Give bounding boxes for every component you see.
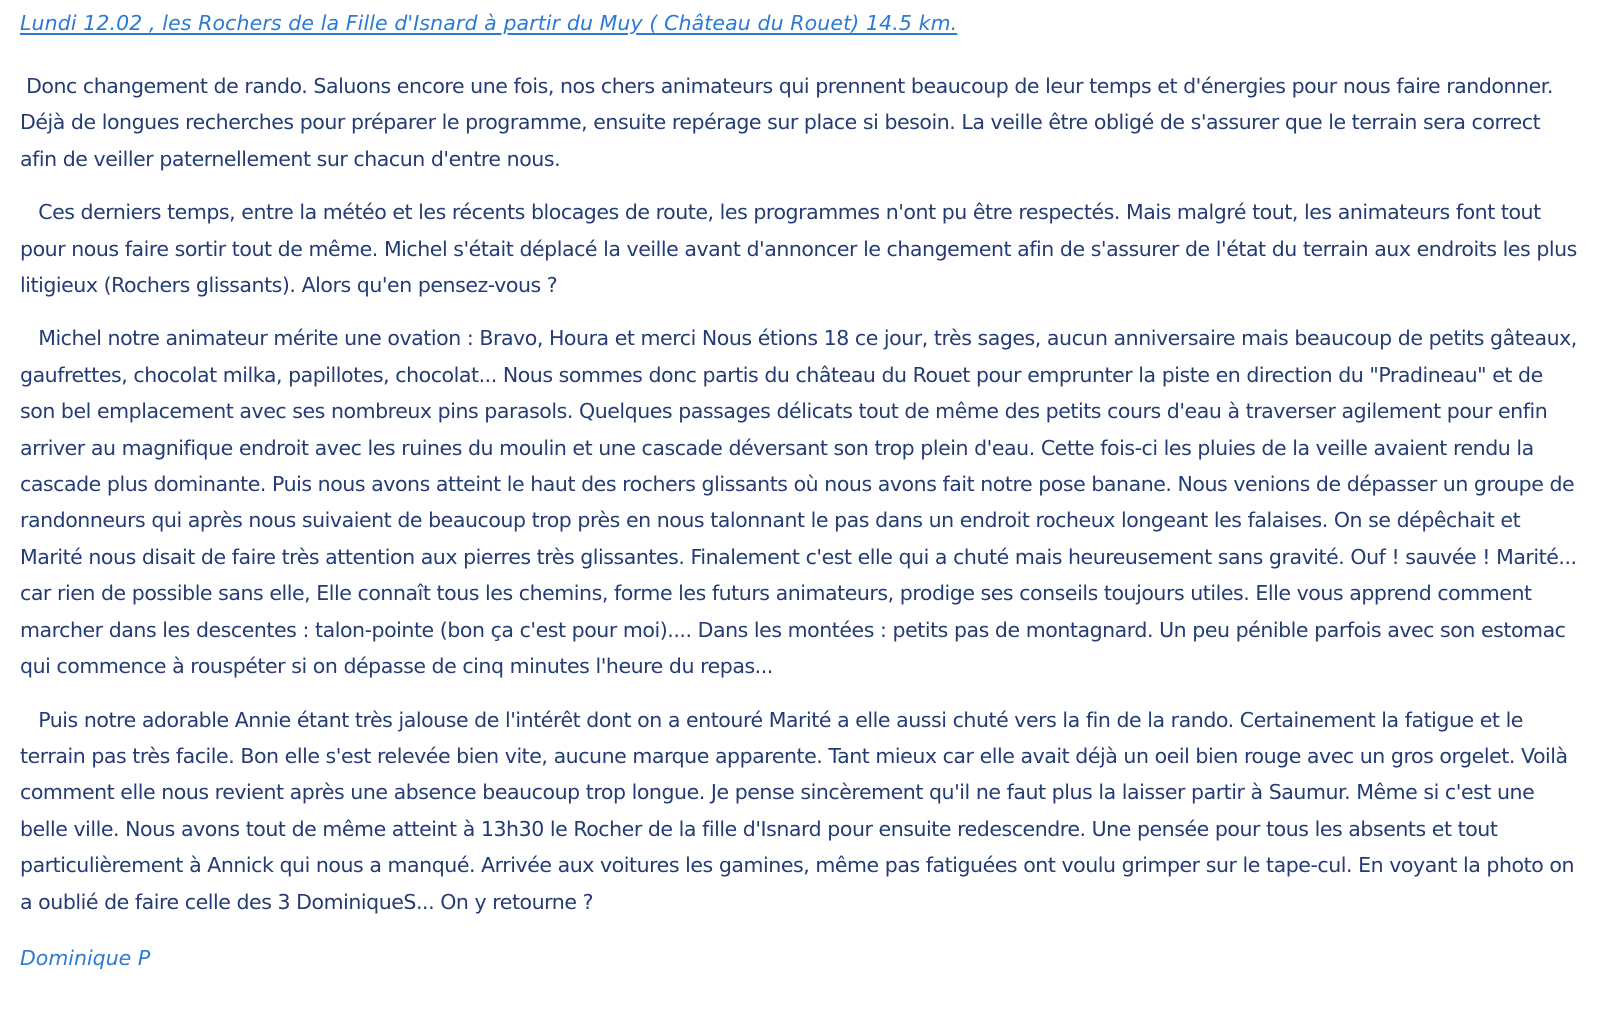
paragraph: Donc changement de rando. Saluons encore une fois, nos chers animateurs qui prennent beaucoup de leur temps et d'énergies pour nous faire randonner. Déjà de longues recherches pour préparer le programme, ensuite repérage sur place si besoin. La veille être obligé de s'assurer que le terrain sera correct afin de veiller paternellement sur chacun d'entre nous.: [20, 74, 1559, 171]
paragraph: Puis notre adorable Annie étant très jalouse de l'intérêt dont on a entouré Marité a elle aussi chuté vers la fin de la rando. Certainement la fatigue et le terrain pas très facile. Bon elle s'est relevée bien vite, aucune marque apparente. Tant mieux car elle avait déjà un oeil bien rouge avec un gros orgelet. Voilà comment elle nous revient après une absence beaucoup trop longue. Je pense sincèrement qu'il ne faut plus la laisser partir à Saumur. Même si c'est une belle ville. Nous avons tout de même atteint à 13h30 le Rocher de la fille d'Isnard pour ensuite redescendre. Une pensée pour tous les absents et tout particulièrement à Annick qui nous a manqué. Arrivée aux voitures les gamines, même pas fatiguées ont voulu grimper sur le tape-cul. En voyant la photo on a oublié de faire celle des 3 DominiqueS... On y retourne ?: [20, 707, 1581, 914]
article-title: Lundi 12.02 , les Rochers de la Fille d'Isnard à partir du Muy ( Château du Rouet) 14.5 km.: [20, 11, 958, 35]
article: [20, 8, 1583, 973]
article-body: [20, 68, 1583, 920]
paragraph: Ces derniers temps, entre la météo et les récents blocages de route, les programmes n'ont pu être respectés. Mais malgré tout, les animateurs font tout pour nous faire sortir tout de même. Michel s'était déplacé la veille avant d'annoncer le changement afin de s'assurer de l'état du terrain aux endroits les plus litigieux (Rochers glissants). Alors qu'en pensez-vous ?: [20, 200, 1583, 298]
author-signature: Dominique P: [20, 945, 151, 970]
paragraph: Michel notre animateur mérite une ovation : Bravo, Houra et merci Nous étions 18 ce jour, très sages, aucun anniversaire mais beaucoup de petits gâteaux, gaufrettes, chocolat milka, papillotes, chocolat... Nous sommes donc partis du château du Rouet pour emprunter la piste en direction du "Pradineau" et de son bel emplacement avec ses nombreux pins parasols. Quelques passages délicats tout de même des petits cours d'eau à traverser agilement pour enfin arriver au magnifique endroit avec les ruines du moulin et une cascade déversant son trop plein d'eau. Cette fois-ci les pluies de la veille avaient rendu la cascade plus dominante. Puis nous avons atteint le haut des rochers glissants où nous avons fait notre pose banane. Nous venions de dépasser un groupe de randonneurs qui après nous suivaient de beaucoup trop près en nous talonnant le pas dans un endroit rocheux longeant les falaises. On se dépêchait et Marité nous disait de faire très attention aux pierres très glissantes. Finalement c'est elle qui a chuté mais heureusement sans gravité. Ouf ! sauvée ! Marité... car rien de possible sans elle, Elle connaît tous les chemins, forme les futurs animateurs, prodige ses conseils toujours utiles. Elle vous apprend comment marcher dans les descentes : talon-pointe (bon ça c'est pour moi).... Dans les montées : petits pas de montagnard. Un peu pénible parfois avec son estomac qui commence à rouspéter si on dépasse de cinq minutes l'heure du repas...: [20, 326, 1583, 679]
